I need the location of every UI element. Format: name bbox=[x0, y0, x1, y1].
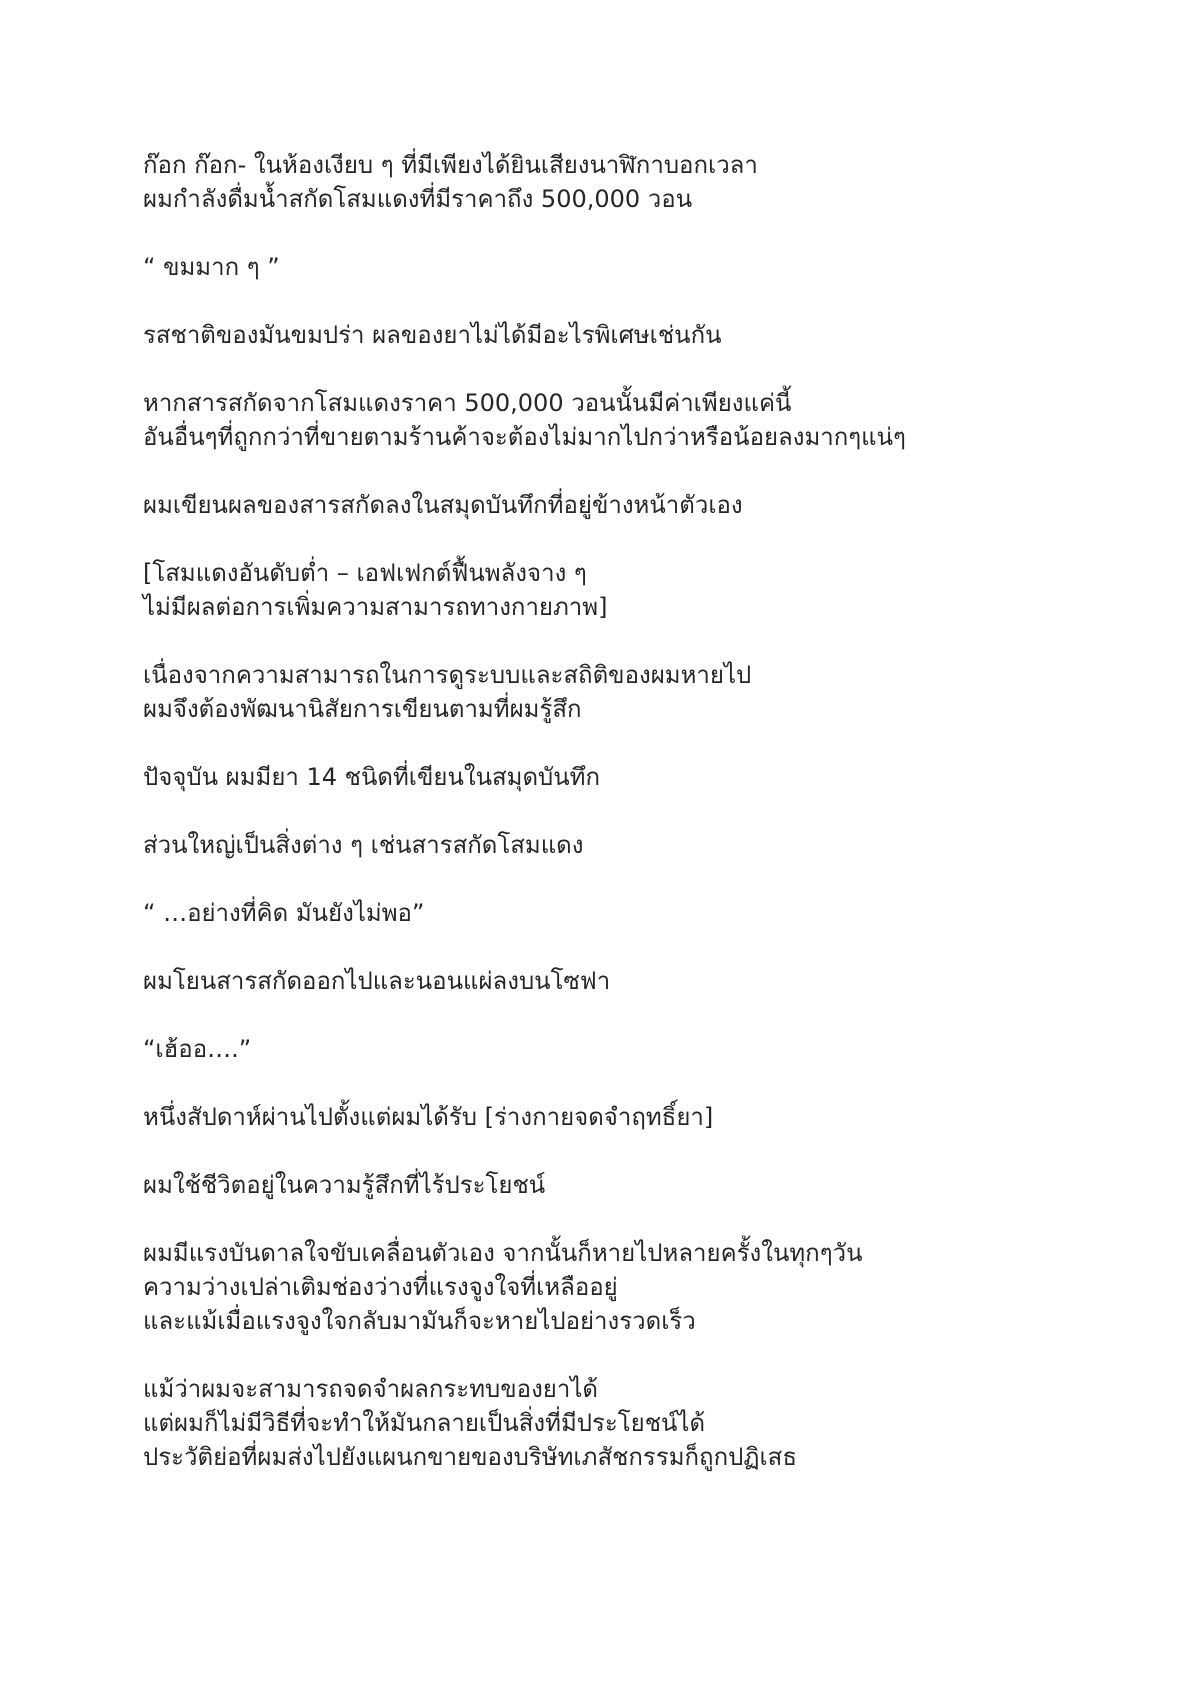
text-line: “เฮ้ออ….” bbox=[143, 1035, 252, 1063]
paragraph bbox=[143, 1372, 1103, 1474]
paragraph bbox=[143, 556, 1103, 624]
paragraph bbox=[143, 148, 1103, 216]
paragraph bbox=[143, 488, 1103, 522]
paragraph bbox=[143, 1032, 1103, 1066]
paragraph bbox=[143, 896, 1103, 930]
text-line: แม้ว่าผมจะสามารถจดจำผลกระทบของยาได้ bbox=[143, 1375, 598, 1403]
paragraph bbox=[143, 1100, 1103, 1134]
text-line: ประวัติย่อที่ผมส่งไปยังแผนกขายของบริษัทเภสัชกรรมก็ถูกปฏิเสธ bbox=[143, 1443, 797, 1471]
text-line: ผมมีแรงบันดาลใจขับเคลื่อนตัวเอง จากนั้นก็หายไปหลายครั้งในทุกๆวัน bbox=[143, 1239, 863, 1267]
text-line: ก๊อก ก๊อก- ในห้องเงียบ ๆ ที่มีเพียงได้ยินเสียงนาฬิกาบอกเวลา bbox=[143, 151, 758, 179]
text-line: ผมใช้ชีวิตอยู่ในความรู้สึกที่ไร้ประโยชน์ bbox=[143, 1171, 546, 1199]
text-line: อันอื่นๆที่ถูกกว่าที่ขายตามร้านค้าจะต้องไม่มากไปกว่าหรือน้อยลงมากๆแน่ๆ bbox=[143, 423, 906, 451]
paragraph bbox=[143, 828, 1103, 862]
text-line: ส่วนใหญ่เป็นสิ่งต่าง ๆ เช่นสารสกัดโสมแดง bbox=[143, 831, 584, 859]
text-line: รสชาติของมันขมปร่า ผลของยาไม่ได้มีอะไรพิเศษเช่นกัน bbox=[143, 321, 722, 349]
document-body bbox=[143, 148, 1103, 1508]
text-line: ความว่างเปล่าเติมช่องว่างที่แรงจูงใจที่เหลืออยู่ bbox=[143, 1273, 618, 1301]
text-line: “ …อย่างที่คิด มันยังไม่พอ” bbox=[143, 899, 425, 927]
text-line: “ ขมมาก ๆ ” bbox=[143, 253, 280, 281]
paragraph bbox=[143, 1168, 1103, 1202]
paragraph bbox=[143, 964, 1103, 998]
text-line: [โสมแดงอันดับต่ำ – เอฟเฟกต์ฟื้นพลังจาง ๆ bbox=[143, 559, 587, 587]
text-line: ผมเขียนผลของสารสกัดลงในสมุดบันทึกที่อยู่ข้างหน้าตัวเอง bbox=[143, 491, 743, 519]
text-line: ผมจึงต้องพัฒนานิสัยการเขียนตามที่ผมรู้สึก bbox=[143, 695, 582, 723]
text-line: และแม้เมื่อแรงจูงใจกลับมามันก็จะหายไปอย่างรวดเร็ว bbox=[143, 1307, 696, 1335]
text-line: ผมกำลังดื่มน้ำสกัดโสมแดงที่มีราคาถึง 500,000 วอน bbox=[143, 185, 693, 213]
text-line: เนื่องจากความสามารถในการดูระบบและสถิติของผมหายไป bbox=[143, 661, 752, 689]
text-line: ปัจจุบัน ผมมียา 14 ชนิดที่เขียนในสมุดบันทึก bbox=[143, 763, 601, 791]
paragraph bbox=[143, 1236, 1103, 1338]
text-line: หนึ่งสัปดาห์ผ่านไปตั้งแต่ผมได้รับ [ร่างกายจดจำฤทธิ์ยา] bbox=[143, 1103, 714, 1131]
text-line: ผมโยนสารสกัดออกไปและนอนแผ่ลงบนโซฟา bbox=[143, 967, 611, 995]
paragraph bbox=[143, 250, 1103, 284]
text-line: หากสารสกัดจากโสมแดงราคา 500,000 วอนนั้นมีค่าเพียงแค่นี้ bbox=[143, 389, 792, 417]
text-line: แต่ผมก็ไม่มีวิธีที่จะทำให้มันกลายเป็นสิ่งที่มีประโยชน์ได้ bbox=[143, 1409, 706, 1437]
paragraph bbox=[143, 386, 1103, 454]
text-line: ไม่มีผลต่อการเพิ่มความสามารถทางกายภาพ] bbox=[143, 593, 608, 621]
paragraph bbox=[143, 760, 1103, 794]
paragraph bbox=[143, 658, 1103, 726]
paragraph bbox=[143, 318, 1103, 352]
